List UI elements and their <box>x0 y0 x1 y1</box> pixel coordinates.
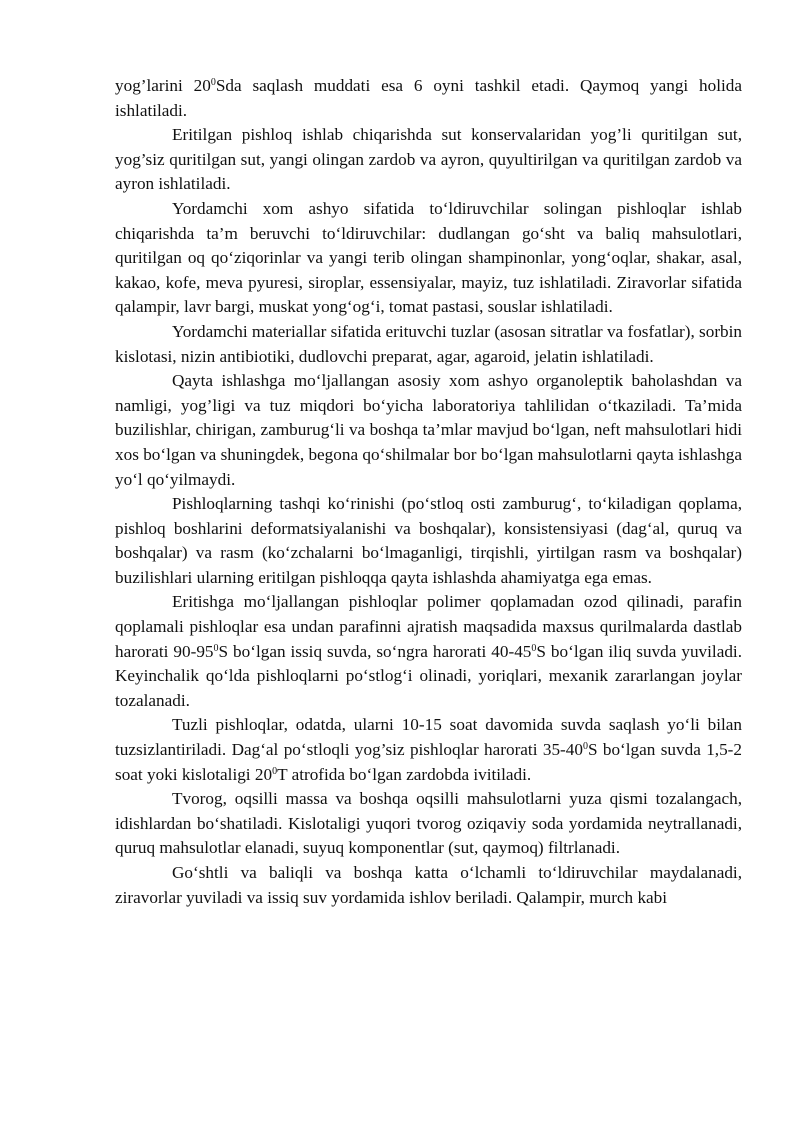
paragraph <box>115 74 742 123</box>
paragraph <box>115 320 742 369</box>
text-run: Qayta ishlashga mo‘ljallangan asosiy xom ashyo organoleptik baholashdan va namligi, yog’ligi va tuz miqdori bo‘yicha laboratoriya tahlilidan o‘tkaziladi. Ta’mida buzilishlar, chirigan, zamburug‘li va boshqa ta’mlar mavjud bo‘lgan, neft mahsulotlari hidi xos bo‘lgan va shuningdek, begona qo‘shilmalar bor bo‘lgan mahsulotlarni qayta ishlashga yo‘l qo‘yilmaydi. <box>115 371 742 489</box>
paragraph <box>115 713 742 787</box>
text-run: Eritilgan pishloq ishlab chiqarishda sut konservalaridan yog’li quritilgan sut, yog’siz quritilgan sut, yangi olingan zardob va ayron, quyultirilgan va quritilgan zardob va ayron ishlatiladi. <box>115 125 742 194</box>
text-run: Sda saqlash muddati esa 6 oyni tashkil etadi. Qaymoq yangi holida ishlatiladi. <box>115 76 743 120</box>
paragraph <box>115 590 742 713</box>
superscript-degree: 0 <box>213 642 219 654</box>
text-run: Pishloqlarning tashqi ko‘rinishi (po‘stloq osti zamburug‘, to‘kiladigan qoplama, pishloq boshlarini deformatsiyalanishi va boshqalar), konsistensiyasi (dag‘al, quruq va boshqalar) va rasm (ko‘zchalarni bo‘lmaganligi, tirqishli, yirtilgan rasm va boshqalar) buzilishlari ularning eritilgan pishloqqa qayta ishlashda ahamiyatga ega emas. <box>115 494 742 587</box>
superscript-degree: 0 <box>272 765 278 777</box>
text-run: T atrofida bo‘lgan zardobda ivitiladi. <box>277 764 532 784</box>
paragraph <box>115 369 742 492</box>
text-run: Tvorog, oqsilli massa va boshqa oqsilli mahsulotlarni yuza qismi tozalangach, idishlardan bo‘shatiladi. Kislotaligi yuqori tvorog oziqaviy soda yordamida neytrallanadi, quruq mahsulotlar elanadi, suyuq komponentlar (sut, qaymoq) filtrlanadi. <box>115 789 742 858</box>
superscript-degree: 0 <box>210 77 216 88</box>
text-run: S bo‘lgan issiq suvda, so‘ngra harorati 40-45 <box>218 641 532 661</box>
text-run: S bo‘lgan iliq suvda yuviladi. Keyinchalik qo‘lda pishloqlarni po‘stlog‘i olinadi, yoriqlari, mexanik zararlangan joylar tozalanadi. <box>115 641 742 710</box>
text-run: Yordamchi xom ashyo sifatida to‘ldiruvchilar solingan pishloqlar ishlab chiqarishda ta’m beruvchi to‘ldiruvchilar: dudlangan go‘sht va baliq mahsulotlari, quritilgan oq qo‘ziqorinlar va yangi terib olingan shampinonlar, yong‘oqlar, shakar, asal, kakao, kofe, meva pyuresi, siroplar, essensiyalar, mayiz, tuz ishlatiladi. Ziravorlar sifatida qalampir, lavr bargi, muskat yong‘og‘i, tomat pastasi, souslar ishlatiladi. <box>115 198 742 317</box>
text-run: Go‘shtli va baliqli va boshqa katta o‘lchamli to‘ldiruvchilar maydalanadi, ziravorlar yuviladi va issiq suv yordamida ishlov beriladi. Qalampir, murch kabi <box>115 863 742 907</box>
text-run: Tuzli pishloqlar, odatda, ularni 10-15 soat davomida suvda saqlash yo‘li bilan tuzsizlantiriladi. Dag‘al po‘stloqli yog’siz pishloqlar harorati 35-40 <box>115 715 742 760</box>
text-run: Eritishga mo‘ljallangan pishloqlar polimer qoplamadan ozod qilinadi, parafin qoplamali pishloqlar esa undan parafinni ajratish maqsadida maxsus qurilmalarda dastlab harorati 90-95 <box>115 592 742 661</box>
paragraph <box>115 492 742 590</box>
paragraph <box>115 123 742 197</box>
text-run: S bo‘lgan suvda 1,5-2 soat yoki kislotaligi 20 <box>115 740 742 784</box>
paragraph <box>115 197 742 320</box>
text-run: Yordamchi materiallar sifatida erituvchi tuzlar (asosan sitratlar va fosfatlar), sorbin kislotasi, nizin antibiotiki, dudlovchi preparat, agar, agaroid, jelatin ishlatiladi. <box>115 321 743 366</box>
text-run: yog’larini 20 <box>115 76 211 95</box>
paragraph <box>115 787 742 861</box>
paragraph <box>115 861 742 910</box>
document-page <box>115 74 742 910</box>
superscript-degree: 0 <box>582 741 588 753</box>
superscript-degree: 0 <box>531 642 537 654</box>
